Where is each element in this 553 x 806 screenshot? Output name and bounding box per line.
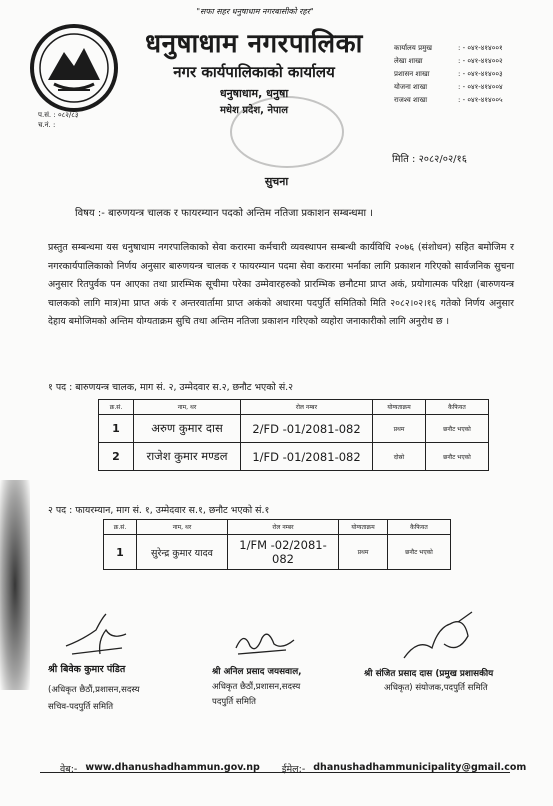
signature-3: [398, 608, 478, 670]
contact-row: [394, 55, 503, 68]
reference-numbers: [38, 110, 79, 130]
col-header-rank: योग्यताक्रम: [339, 520, 388, 535]
municipality-logo: [28, 22, 120, 114]
signatory-role: पदपुर्ति समिति: [212, 697, 256, 707]
cell-sn: 1: [99, 415, 134, 443]
signatory-role: सचिव-पदपुर्ति समिति: [48, 702, 114, 712]
municipality-motto: "सफा सहर धनुषाधाम नगरबासीको रहर": [196, 7, 314, 16]
col-header-remark: कैफियत: [426, 400, 489, 415]
cell-name: राजेश कुमार मण्डल: [134, 443, 241, 471]
contact-row: [394, 81, 503, 94]
col-header-name: नाम, थर: [134, 400, 241, 415]
contact-row: [394, 68, 503, 81]
cell-rank: प्रथम: [373, 415, 426, 443]
signatory-name: श्री अनिल प्रसाद जयसवाल,: [212, 667, 302, 677]
office-province: मधेश प्रदेश, नेपाल: [219, 105, 289, 116]
signatory-title: अधिकृत) संयोजक,पदपुर्ति समिति: [384, 683, 488, 693]
section2-heading: २ पद : फायरम्यान, माग सं. १, उम्मेदवार स.१, छनौट भएको सं.१: [48, 505, 270, 516]
website-link[interactable]: www.dhanushadhammun.gov.np: [85, 762, 260, 773]
contact-label: योजना शाखा: [394, 83, 428, 91]
office-name: नगर कार्यपालिकाको कार्यालय: [173, 63, 335, 81]
contact-label: कार्यालय प्रमुख: [394, 44, 432, 52]
notice-date: मिति : २०८२/०२/१६: [392, 154, 467, 165]
contact-phone: : - ०४१-४१४००४: [458, 83, 503, 91]
scan-shadow: [0, 480, 30, 690]
cell-roll: 1/FD -01/2081-082: [241, 443, 373, 471]
results-table-driver: [98, 399, 489, 471]
web-label: वेब:-: [60, 764, 78, 775]
col-header-rank: योग्यताक्रम: [373, 400, 426, 415]
signatory-name: श्री संजित प्रसाद दास (प्रमुख प्रशासकीय: [364, 669, 494, 679]
results-table-fireman: [103, 519, 451, 570]
col-header-name: नाम, थर: [137, 520, 228, 535]
cell-sn: 2: [99, 443, 134, 471]
cell-sn: 1: [104, 535, 137, 570]
cell-rank: दोस्रो: [373, 443, 426, 471]
cell-name: अरुण कुमार दास: [134, 415, 241, 443]
contact-phone: : - ०४१-४१४००५: [458, 96, 503, 104]
col-header-sn: क्र.सं.: [99, 400, 134, 415]
table-row: [104, 535, 451, 570]
notice-body: प्रस्तुत सम्बन्धमा यस धनुषाधाम नगरपालिकाको सेवा करारमा कर्मचारी व्यवस्थापन सम्बन्धी कार्यविधि २०७६ (संशोधन) सहित बमोजिम र नगरकार्यपालिकाको निर्णय अनुसार बारुणयन्त्र चालक र फायरम्यान पदमा सेवा करारमा भर्नाका लागि प्रकाशन गरिएको सार्वजनिक सुचना अनुसार रितपुर्वक पन आएका तथा प्रारम्भिक सूचीमा परेका उम्मेवारहरुको प्रारम्भिक छनौटमा प्राप्त अकं, प्रयोगात्मक परिक्षा (बारुणयन्त्र चालकको लागि मात्र)मा प्राप्त अकं र अन्तरवार्तामा प्राप्त अकंको अधारमा पदपुर्ति समितिको मिति २०८२।०२।१६ गतेको निर्णय अनुसार देहाय बमोजिमको अन्तिम योग्यताक्रम सुचि तथा अन्तिम नतिजा प्रकाशन गरिएको व्यहोरा जनाकारीको लागि अनुरोध छ ।: [48, 242, 514, 327]
contact-list: [394, 42, 503, 107]
contact-label: प्रशासन शाखा: [394, 70, 430, 78]
signature-2: [230, 620, 300, 660]
contact-label: लेखा शाखा: [394, 57, 423, 65]
col-header-roll: रोल नम्बर: [241, 400, 373, 415]
signatory-title: (अधिकृत छैठौं,प्रशासन,सदस्य: [48, 685, 140, 695]
notice-title: सुचना: [264, 175, 289, 188]
table-row: [99, 415, 489, 443]
email-label: ईमेल:-: [281, 764, 306, 775]
col-header-sn: क्र.सं.: [104, 520, 137, 535]
footer-divider: [40, 772, 510, 773]
cell-remark: छनौट भएको: [426, 443, 489, 471]
section1-heading: १ पद : बारुणयन्त्र चालक, माग सं. २, उम्मेदवार स.२, छनौट भएको सं.२: [48, 382, 294, 393]
signatory-2: [212, 665, 302, 710]
table-header-row: [104, 520, 451, 535]
cell-remark: छनौट भएको: [426, 415, 489, 443]
contact-phone: : - ०४१-४१४००१: [458, 44, 503, 52]
contact-phone: : - ०४१-४१४००२: [458, 57, 503, 65]
email-link[interactable]: dhanushadhammunicipality@gmail.com: [313, 762, 527, 773]
cell-rank: प्रथम: [339, 535, 388, 570]
table-row: [99, 443, 489, 471]
signatory-3: [364, 667, 493, 695]
signature-1: [62, 610, 132, 660]
notice-subject: विषय :- बारुणयन्त्र चालक र फायरम्यान पदको अन्तिम नतिजा प्रकाशन सम्बन्धमा ।: [75, 208, 374, 219]
cell-name: सुरेन्द्र कुमार यादव: [137, 535, 228, 570]
chalani-number: च.नं. :: [38, 121, 56, 129]
col-header-roll: रोल नम्बर: [228, 520, 339, 535]
table-header-row: [99, 400, 489, 415]
contact-row: [394, 94, 503, 107]
contact-phone: : - ०४१-४१४००३: [458, 70, 503, 78]
contact-label: राजश्व शाखा: [394, 96, 428, 104]
cell-remark: छनौट भएको: [388, 535, 451, 570]
signatory-1: [48, 661, 140, 716]
cell-roll: 1/FM -02/2081-082: [228, 535, 339, 570]
municipality-name: धनुषाधाम नगरपालिका: [145, 29, 363, 59]
signatory-title: अधिकृत छैठौं,प्रशासन,सदस्य: [212, 682, 301, 692]
signatory-name: श्री बिवेक कुमार पंडित: [48, 664, 126, 675]
office-location: धनुषाधाम, धनुषा: [219, 87, 289, 100]
footer: [60, 762, 527, 775]
contact-row: [394, 42, 503, 55]
cell-roll: 2/FD -01/2081-082: [241, 415, 373, 443]
col-header-remark: कैफियत: [388, 520, 451, 535]
patra-sankhya: प.सं. : ०८२/८३: [38, 111, 79, 119]
